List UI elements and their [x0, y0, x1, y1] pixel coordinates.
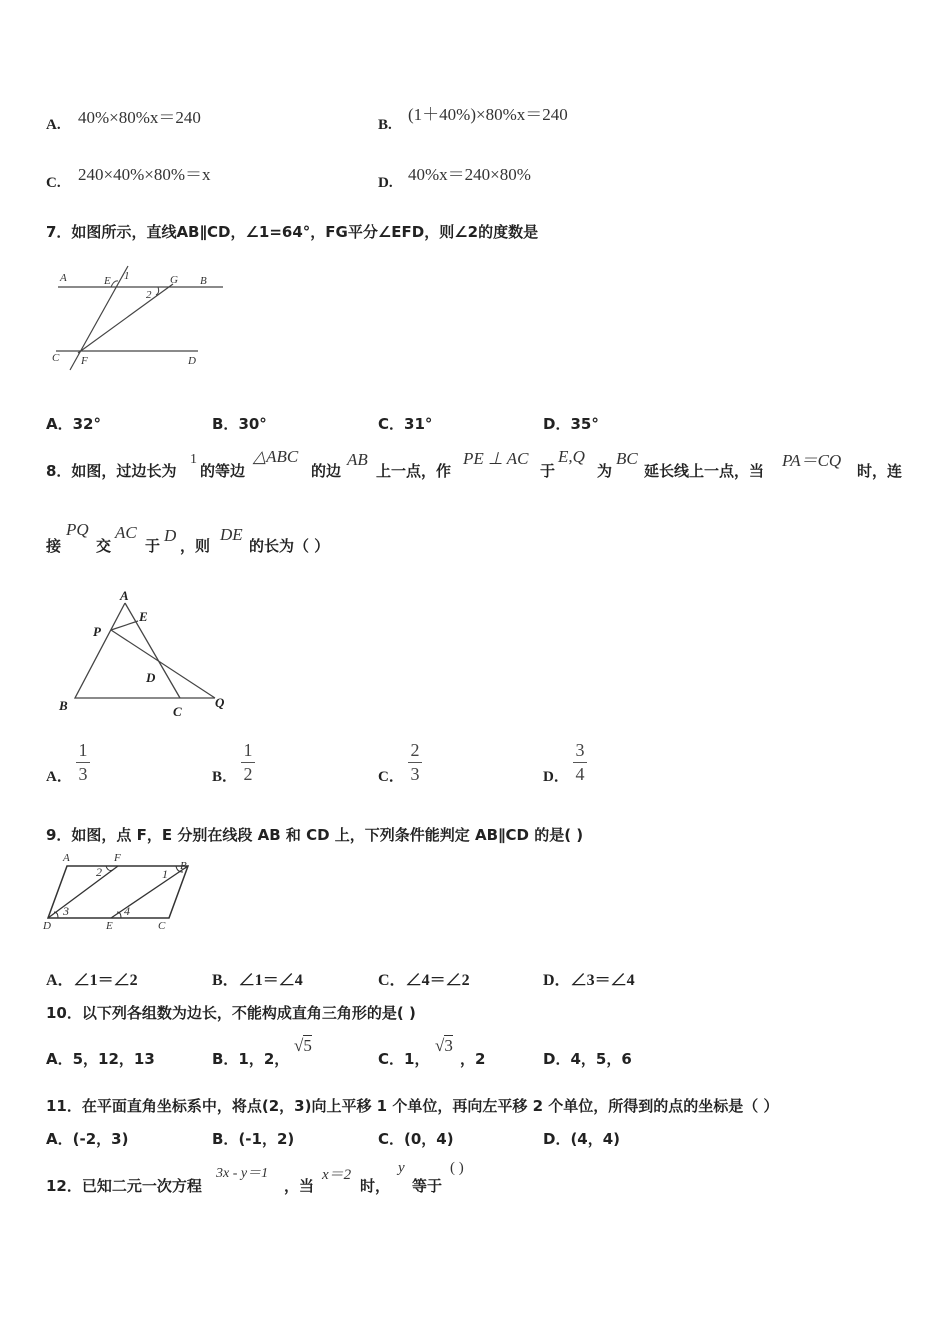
stem-text: 于 [540, 462, 556, 480]
option-text: ∠1＝∠4 [238, 972, 303, 989]
stem-text: 为 [597, 462, 613, 480]
option-label: D． [543, 769, 569, 785]
label-angle-4: 4 [124, 904, 130, 918]
label-B: B [180, 860, 187, 872]
numerator: 3 [575, 740, 585, 760]
option-text: ∠1＝∠2 [73, 972, 138, 989]
option-text: (0，4) [404, 1130, 454, 1148]
label-D: D [146, 670, 156, 685]
stem-text: 时， [360, 1177, 391, 1195]
q8-figure [55, 585, 245, 720]
label-E: E [104, 275, 111, 287]
label-E: E [106, 920, 113, 932]
label-angle-1: 1 [124, 270, 130, 282]
fraction [573, 740, 587, 785]
option-expr: 240×40%×80%＝x [78, 165, 211, 184]
q7-figure [48, 260, 233, 375]
option-label: C. [46, 175, 61, 191]
label-C: C [173, 704, 182, 719]
denominator: 2 [243, 764, 253, 784]
q7-stem: 7．如图所示，直线AB∥CD，∠1=64°，FG平分∠EFD，则∠2的度数是 [46, 223, 539, 241]
numerator: 1 [243, 740, 253, 760]
radicand: 3 [444, 1036, 453, 1055]
q10-stem: 10．以下列各组数为边长，不能构成直角三角形的是( ) [46, 1004, 416, 1022]
label-E: E [139, 609, 148, 624]
label-B: B [59, 698, 68, 713]
option-expr: 40%x＝240×80% [408, 165, 531, 184]
math: E,Q [558, 447, 585, 466]
math: AB [347, 450, 368, 469]
stem-text: ，则 [180, 537, 211, 555]
option-label: C． [378, 1130, 405, 1148]
option-d: D．4，5，6 [543, 1050, 632, 1068]
label-F: F [81, 355, 88, 367]
math: y [398, 1160, 405, 1176]
stem-text: 上一点，作 [376, 462, 452, 480]
option-label: A. [46, 117, 61, 133]
option-label: B． [212, 769, 238, 785]
option-text: ∠4＝∠2 [405, 972, 470, 989]
label-angle-2: 2 [96, 865, 102, 879]
stem-text: 时，连 [857, 462, 903, 480]
radicand: 5 [303, 1036, 312, 1055]
stem-text: 于 [145, 537, 161, 555]
math: ( ) [450, 1160, 464, 1176]
denominator: 3 [410, 764, 420, 784]
label-Q: Q [215, 695, 225, 710]
option-text: 31° [404, 415, 433, 433]
option-label: B． [212, 1130, 239, 1148]
option-text: ∠3＝∠4 [570, 972, 635, 989]
math: BC [616, 449, 638, 468]
math: D [164, 526, 177, 545]
stem-text: 12．已知二元一次方程 [46, 1177, 202, 1195]
math: AC [115, 523, 137, 542]
math: 3x - y＝1 [216, 1166, 269, 1181]
option-label: B． [212, 415, 239, 433]
fraction [76, 740, 90, 785]
option-text: 30° [238, 415, 267, 433]
stem-text: 接 [46, 537, 62, 555]
label-angle-2: 2 [146, 289, 152, 301]
math: 1 [190, 452, 197, 467]
stem-text: 延长线上一点，当 [644, 462, 765, 480]
option-label: D. [378, 175, 393, 191]
numerator: 1 [78, 740, 88, 760]
label-A: A [60, 272, 67, 284]
label-angle-3: 3 [63, 904, 69, 918]
math: PE ⊥ AC [463, 449, 529, 468]
math: DE [220, 525, 243, 544]
label-F: F [114, 852, 121, 864]
option-label: B. [378, 117, 392, 133]
label-P: P [93, 624, 101, 639]
label-D: D [188, 355, 196, 367]
label-A: A [63, 852, 70, 864]
q9-figure [40, 850, 200, 932]
math: x＝2 [322, 1167, 352, 1183]
fraction [408, 740, 422, 785]
option-label: B． [212, 972, 239, 989]
option-label: A． [46, 415, 73, 433]
label-A: A [120, 588, 129, 603]
stem-text: 的边 [311, 462, 342, 480]
stem-text: 等于 [412, 1177, 443, 1195]
denominator: 3 [78, 764, 88, 784]
option-label: D． [543, 1130, 571, 1148]
label-angle-1: 1 [162, 867, 168, 881]
option-label: C． [378, 972, 406, 989]
option-c-tail: ，2 [460, 1050, 486, 1068]
math: △ABC [253, 447, 299, 466]
radical: √5 [294, 1036, 312, 1055]
math: PA＝CQ [782, 451, 842, 470]
option-expr: 40%×80%x＝240 [78, 108, 201, 127]
stem-text: ，当 [284, 1177, 315, 1195]
label-B: B [200, 275, 207, 287]
option-label: A． [46, 769, 72, 785]
label-C: C [52, 352, 60, 364]
option-text: (-1，2) [238, 1130, 295, 1148]
option-label: C． [378, 415, 405, 433]
label-C: C [158, 920, 166, 932]
q11-stem: 11．在平面直角坐标系中，将点(2，3)向上平移 1 个单位，再向左平移 2 个单位，所得到的点的坐标是（ ） [46, 1097, 779, 1115]
stem-text: 的长为（ ） [249, 537, 330, 555]
option-text: 35° [570, 415, 599, 433]
q9-stem: 9．如图，点 F，E 分别在线段 AB 和 CD 上，下列条件能判定 AB∥CD 的是( ) [46, 826, 584, 844]
label-G: G [170, 274, 178, 286]
option-text: (-2，3) [72, 1130, 129, 1148]
math: PQ [66, 520, 89, 539]
radical: √3 [435, 1036, 453, 1055]
option-expr: (1＋40%)×80%x＝240 [408, 105, 568, 124]
option-label: A． [46, 1130, 73, 1148]
option-label: A． [46, 972, 74, 989]
fraction [241, 740, 255, 785]
option-label: C． [378, 769, 404, 785]
option-a: A．5，12，13 [46, 1050, 155, 1068]
stem-text: 8．如图，过边长为 [46, 462, 177, 480]
option-text: (4，4) [570, 1130, 621, 1148]
stem-text: 的等边 [200, 462, 246, 480]
option-c: C．1， [378, 1050, 430, 1068]
option-text: 32° [72, 415, 101, 433]
option-label: D． [543, 972, 571, 989]
option-label: D． [543, 415, 571, 433]
label-D: D [43, 920, 51, 932]
denominator: 4 [575, 764, 585, 784]
stem-text: 交 [96, 537, 112, 555]
numerator: 2 [410, 740, 420, 760]
option-b: B．1，2， [212, 1050, 290, 1068]
